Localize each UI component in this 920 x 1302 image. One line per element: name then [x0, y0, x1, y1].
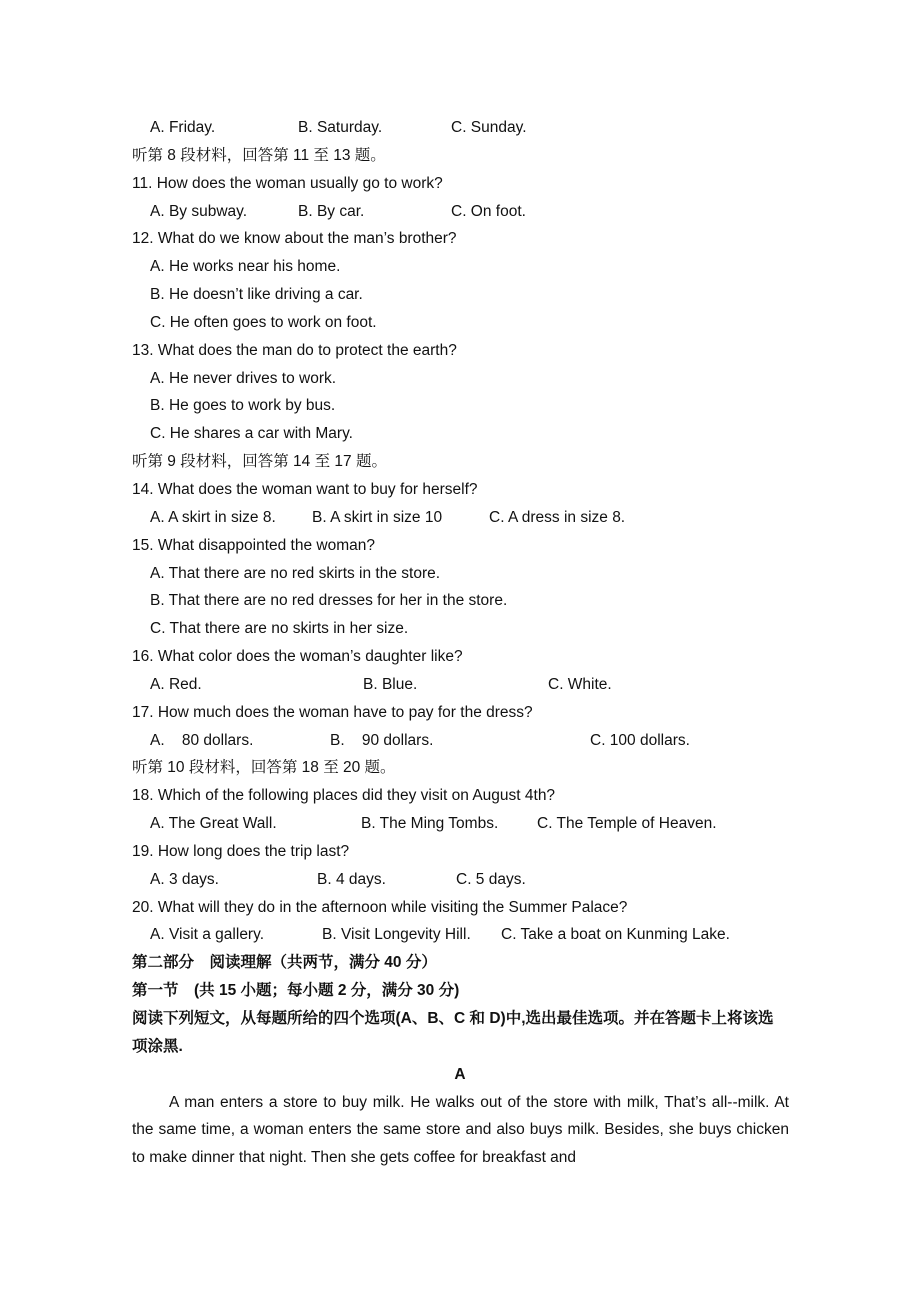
- option: A. He never drives to work.: [150, 369, 337, 387]
- q10-options: [0, 114, 920, 142]
- question-16: 16. What color does the woman’s daughter like?: [132, 648, 463, 666]
- option: B. The Ming Tombs.: [361, 815, 499, 833]
- option: B. A skirt in size 10: [312, 508, 443, 526]
- question-12: 12. What do we know about the man’s brother?: [132, 230, 457, 248]
- option: C. Take a boat on Kunming Lake.: [501, 926, 730, 944]
- option: C. That there are no skirts in her size.: [150, 620, 409, 638]
- option: A. 80 dollars.: [150, 731, 254, 749]
- option: B. 4 days.: [317, 870, 386, 888]
- passage-text: A man enters a store to buy milk. He walks out of the store with milk, That’s all--milk. At the same time, a woman enters the same store and also buys milk. Besides, she buys chicken to make dinner that night. Then she gets coffee for breakfast and: [132, 1093, 789, 1167]
- passage-title: A: [454, 1065, 466, 1083]
- section-heading: 第一节 (共 15 小题；每小题 2 分，满分 30 分): [132, 982, 460, 1000]
- option: C. White.: [548, 675, 612, 693]
- option: A. A skirt in size 8.: [150, 508, 276, 526]
- question-13: 13. What does the man do to protect the earth?: [132, 341, 457, 359]
- option: B. He goes to work by bus.: [150, 397, 336, 415]
- question-17: 17. How much does the woman have to pay for the dress?: [132, 703, 533, 721]
- option: C. He often goes to work on foot.: [150, 313, 377, 331]
- instructions: 阅读下列短文，从每题所给的四个选项(A、B、C 和 D)中,选出最佳选项。并在答题卡上将该选项涂黑.: [132, 1010, 774, 1055]
- option: C. A dress in size 8.: [489, 508, 626, 526]
- option: A. Red.: [150, 675, 202, 693]
- option: C. The Temple of Heaven.: [537, 815, 717, 833]
- question-18: 18. Which of the following places did they visit on August 4th?: [132, 787, 556, 805]
- option: C. On foot.: [451, 202, 526, 220]
- option: C. Sunday.: [451, 119, 527, 136]
- question-20: 20. What will they do in the afternoon while visiting the Summer Palace?: [132, 898, 628, 916]
- option: A. He works near his home.: [150, 258, 341, 276]
- part-heading: 第二部分 阅读理解（共两节，满分 40 分）: [132, 954, 437, 972]
- section-heading: 听第 9 段材料，回答第 14 至 17 题。: [132, 453, 387, 471]
- option: C. He shares a car with Mary.: [150, 425, 353, 443]
- option: A. That there are no red skirts in the store.: [150, 564, 441, 582]
- option: B. By car.: [298, 202, 365, 220]
- option: B. Saturday.: [298, 119, 383, 136]
- option: B. That there are no red dresses for her in the store.: [150, 592, 508, 610]
- option: A. The Great Wall.: [150, 815, 277, 833]
- option: A. By subway.: [150, 202, 248, 220]
- section-heading: 听第 8 段材料，回答第 11 至 13 题。: [132, 146, 386, 164]
- option: B. 90 dollars.: [330, 731, 434, 749]
- question-19: 19. How long does the trip last?: [132, 842, 350, 860]
- option: A. 3 days.: [150, 870, 219, 888]
- option: B. He doesn’t like driving a car.: [150, 286, 363, 304]
- question-15: 15. What disappointed the woman?: [132, 536, 375, 554]
- question-14: 14. What does the woman want to buy for herself?: [132, 480, 478, 498]
- option: A. Visit a gallery.: [150, 926, 265, 944]
- option: C. 5 days.: [456, 870, 526, 888]
- option: B. Blue.: [363, 675, 418, 693]
- option: B. Visit Longevity Hill.: [322, 926, 471, 944]
- option: C. 100 dollars.: [590, 731, 690, 749]
- option: A. Friday.: [150, 119, 216, 136]
- question-11: 11. How does the woman usually go to work?: [132, 174, 443, 192]
- section-heading: 听第 10 段材料，回答第 18 至 20 题。: [132, 759, 396, 777]
